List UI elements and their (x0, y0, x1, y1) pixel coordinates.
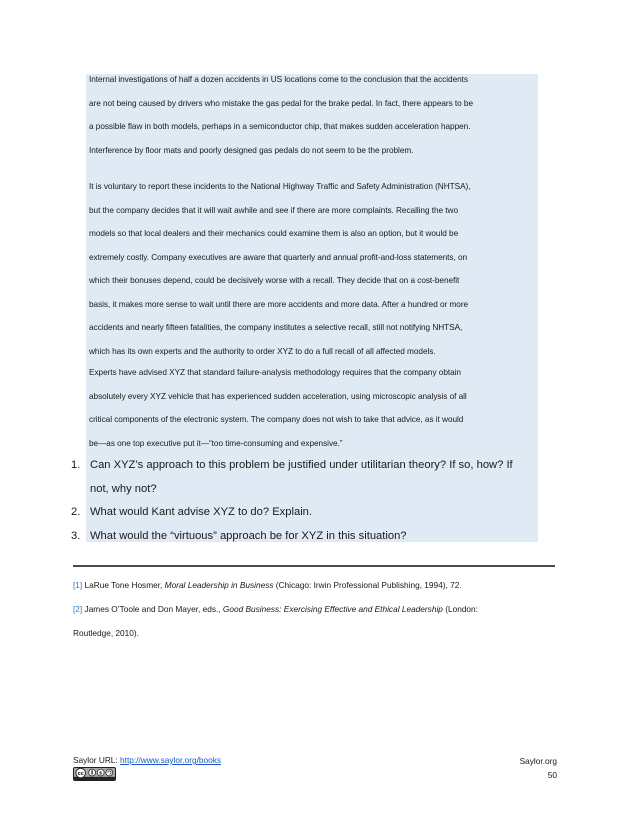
footnote-ref-link[interactable]: [1] (73, 580, 83, 590)
footnote-ref-link[interactable]: [2] (73, 604, 83, 614)
footnote-title: Moral Leadership in Business (164, 580, 274, 590)
text-line: accidents and nearly fifteen fatalities, the company institutes a selective recall, still not notifying NHTSA, (89, 323, 463, 332)
text-line: extremely costly. Company executives are aware that quarterly and annual profit-and-loss statements, on (89, 252, 468, 262)
question-text: not, why not? (90, 482, 157, 495)
text-line: models so that local dealers and their mechanics could examine them is also an option, but it would be (89, 229, 459, 238)
text-line: Interference by floor mats and poorly designed gas pedals do not seem to be the problem. (89, 145, 414, 155)
text-line: a possible flaw in both models, perhaps in a semiconductor chip, that makes sudden acceleration happen. (89, 122, 471, 131)
question-number: 3. (71, 529, 81, 542)
footnote-continuation: Routledge, 2010). (73, 628, 139, 638)
footer-url-block (73, 754, 221, 766)
text-line: basis, it makes more sense to wait until there are more accidents and more data. After a hundred or more (89, 299, 469, 309)
footer-site: Saylor.org (519, 756, 557, 766)
footnote-rest: (London: (442, 604, 478, 614)
svg-text:$: $ (99, 771, 103, 777)
footnote-title: Good Business: Exercising Effective and Ethical Leadership (222, 604, 443, 614)
question-number: 1. (71, 459, 81, 471)
question-text: Can XYZ’s approach to this problem be justified under utilitarian theory? If so, how? If (90, 459, 513, 471)
footnote-rest: (Chicago: Irwin Professional Publishing, 1994), 72. (273, 580, 462, 590)
cc-by-nc-sa-icon (73, 767, 116, 781)
text-line: are not being caused by drivers who mistake the gas pedal for the brake pedal. In fact, there appears to be (89, 98, 474, 108)
question-text: What would the “virtuous” approach be for XYZ in this situation? (90, 529, 407, 542)
text-line: which their bonuses depend, could be decisively worse with a recall. They decide that on a cost-benefit (89, 276, 460, 285)
body-paragraph-2 (89, 175, 535, 363)
text-line: critical components of the electronic system. The company does not wish to take that advice, as it would (89, 415, 464, 424)
footnote-line (73, 573, 553, 597)
footer-url-link[interactable]: http://www.saylor.org/books (120, 755, 222, 765)
text-line: be—as one top executive put it—“too time-consuming and expensive.” (89, 438, 343, 448)
question-text: What would Kant advise XYZ to do? Explain. (90, 506, 313, 518)
text-line: which has its own experts and the authority to order XYZ to do a full recall of all affected models. (89, 346, 436, 356)
footer-url-label: Saylor URL: (73, 755, 121, 765)
footnote-line (73, 597, 553, 621)
body-paragraph-1 (89, 68, 535, 162)
text-line: absolutely every XYZ vehicle that has experienced sudden acceleration, using microscopic analysis of all (89, 391, 467, 401)
footnote-divider (73, 565, 555, 567)
question-item (71, 501, 541, 525)
question-item (71, 454, 541, 501)
question-list (71, 454, 541, 548)
footnote-author: James O’Toole and Don Mayer, eds., (84, 604, 223, 614)
footer-page-info (520, 754, 557, 782)
svg-text:cc: cc (77, 771, 84, 778)
text-line: Internal investigations of half a dozen accidents in US locations come to the conclusion that the accidents (89, 75, 468, 84)
body-paragraph-3 (89, 361, 535, 455)
text-line: but the company decides that it will wait awhile and see if there are more complaints. Recalling the two (89, 205, 458, 215)
page-number: 50 (547, 770, 557, 780)
footnote-1 (73, 573, 553, 597)
question-number: 2. (71, 506, 81, 518)
text-line: It is voluntary to report these incidents to the National Highway Traffic and Safety Administration (NHTSA), (89, 182, 471, 191)
text-line: Experts have advised XYZ that standard failure-analysis methodology requires that the company obtain (89, 368, 461, 377)
footnote-author: LaRue Tone Hosmer, (84, 580, 165, 590)
question-item (71, 525, 541, 549)
footnote-2 (73, 597, 553, 645)
